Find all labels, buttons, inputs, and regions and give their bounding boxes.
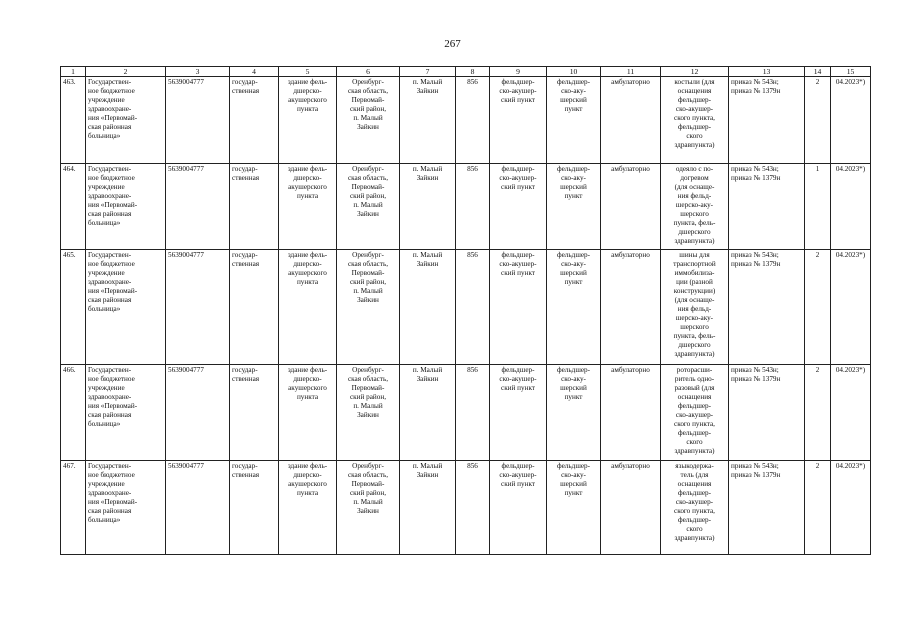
inn-cell: 5639004777 (166, 77, 230, 164)
page-number: 267 (444, 38, 461, 50)
inn-cell: 5639004777 (166, 164, 230, 250)
organization-cell: Государствен- ное бюджетное учреждение здравоохране- ния «Первомай- ская районная больница» (86, 461, 166, 555)
register-table (60, 66, 871, 555)
organization-cell: Государствен- ное бюджетное учреждение здравоохране- ния «Первомай- ская районная больница» (86, 77, 166, 164)
column-header: 2 (86, 67, 166, 77)
column-header: 8 (456, 67, 490, 77)
header-row (61, 67, 871, 77)
column-header: 13 (729, 67, 805, 77)
date-cell: 04.2023*) (831, 77, 871, 164)
order-cell: приказ № 543н; приказ № 1379н (729, 365, 805, 461)
quantity-cell: 2 (805, 365, 831, 461)
subunit-cell: фельдшер- ско-аку- шерский пункт (547, 164, 601, 250)
table-row (61, 461, 871, 555)
row-number: 464. (61, 164, 86, 250)
ownership-cell: государ- ственная (230, 77, 279, 164)
subunit-cell: фельдшер- ско-аку- шерский пункт (547, 461, 601, 555)
locality-cell: п. Малый Зайкин (400, 250, 456, 365)
order-cell: приказ № 543н; приказ № 1379н (729, 164, 805, 250)
equipment-cell: одеяло с по- догревом (для оснаще- ния фельд- шерско-аку- шерского пункта, фель- дшерского здравпункта) (661, 164, 729, 250)
care-type-cell: амбулаторно (601, 250, 661, 365)
column-header: 1 (61, 67, 86, 77)
quantity-cell: 1 (805, 164, 831, 250)
column-header: 3 (166, 67, 230, 77)
code-cell: 856 (456, 365, 490, 461)
code-cell: 856 (456, 461, 490, 555)
quantity-cell: 2 (805, 461, 831, 555)
equipment-cell: костыли (для оснащения фельдшер- ско-акушер- ского пункта, фельдшер- ского здравпункта) (661, 77, 729, 164)
column-header: 7 (400, 67, 456, 77)
ownership-cell: государ- ственная (230, 250, 279, 365)
date-cell: 04.2023*) (831, 250, 871, 365)
column-header: 5 (279, 67, 337, 77)
building-cell: здание фель- дшерско- акушерского пункта (279, 77, 337, 164)
address-cell: Оренбург- ская область, Первомай- ский район, п. Малый Зайкин (337, 250, 400, 365)
quantity-cell: 2 (805, 250, 831, 365)
column-header: 11 (601, 67, 661, 77)
column-header: 9 (490, 67, 547, 77)
column-header: 10 (547, 67, 601, 77)
unit-cell: фельдшер- ско-акушер- ский пункт (490, 461, 547, 555)
care-type-cell: амбулаторно (601, 77, 661, 164)
care-type-cell: амбулаторно (601, 164, 661, 250)
subunit-cell: фельдшер- ско-аку- шерский пункт (547, 365, 601, 461)
locality-cell: п. Малый Зайкин (400, 365, 456, 461)
inn-cell: 5639004777 (166, 461, 230, 555)
code-cell: 856 (456, 250, 490, 365)
table-row (61, 250, 871, 365)
building-cell: здание фель- дшерско- акушерского пункта (279, 164, 337, 250)
code-cell: 856 (456, 77, 490, 164)
subunit-cell: фельдшер- ско-аку- шерский пункт (547, 250, 601, 365)
table-row (61, 77, 871, 164)
ownership-cell: государ- ственная (230, 365, 279, 461)
table-row (61, 365, 871, 461)
organization-cell: Государствен- ное бюджетное учреждение здравоохране- ния «Первомай- ская районная больница» (86, 164, 166, 250)
date-cell: 04.2023*) (831, 365, 871, 461)
unit-cell: фельдшер- ско-акушер- ский пункт (490, 250, 547, 365)
inn-cell: 5639004777 (166, 250, 230, 365)
equipment-cell: шины для транспортной иммобилиза- ции (разной конструкции) (для оснаще- ния фельд- шерско-аку- шерского пункта, фель- дшерского здравпункта) (661, 250, 729, 365)
care-type-cell: амбулаторно (601, 461, 661, 555)
care-type-cell: амбулаторно (601, 365, 661, 461)
row-number: 466. (61, 365, 86, 461)
ownership-cell: государ- ственная (230, 164, 279, 250)
row-number: 465. (61, 250, 86, 365)
unit-cell: фельдшер- ско-акушер- ский пункт (490, 365, 547, 461)
table-row (61, 164, 871, 250)
building-cell: здание фель- дшерско- акушерского пункта (279, 365, 337, 461)
address-cell: Оренбург- ская область, Первомай- ский район, п. Малый Зайкин (337, 77, 400, 164)
date-cell: 04.2023*) (831, 164, 871, 250)
address-cell: Оренбург- ская область, Первомай- ский район, п. Малый Зайкин (337, 365, 400, 461)
row-number: 467. (61, 461, 86, 555)
subunit-cell: фельдшер- ско-аку- шерский пункт (547, 77, 601, 164)
address-cell: Оренбург- ская область, Первомай- ский район, п. Малый Зайкин (337, 461, 400, 555)
column-header: 6 (337, 67, 400, 77)
unit-cell: фельдшер- ско-акушер- ский пункт (490, 77, 547, 164)
building-cell: здание фель- дшерско- акушерского пункта (279, 250, 337, 365)
locality-cell: п. Малый Зайкин (400, 461, 456, 555)
organization-cell: Государствен- ное бюджетное учреждение здравоохране- ния «Первомай- ская районная больница» (86, 365, 166, 461)
quantity-cell: 2 (805, 77, 831, 164)
equipment-cell: роторасши- ритель одно- разовый (для оснащения фельдшер- ско-акушер- ского пункта, фельдшер- ского здравпункта) (661, 365, 729, 461)
organization-cell: Государствен- ное бюджетное учреждение здравоохране- ния «Первомай- ская районная больница» (86, 250, 166, 365)
inn-cell: 5639004777 (166, 365, 230, 461)
column-header: 4 (230, 67, 279, 77)
order-cell: приказ № 543н; приказ № 1379н (729, 250, 805, 365)
row-number: 463. (61, 77, 86, 164)
column-header: 12 (661, 67, 729, 77)
unit-cell: фельдшер- ско-акушер- ский пункт (490, 164, 547, 250)
order-cell: приказ № 543н; приказ № 1379н (729, 77, 805, 164)
column-header: 14 (805, 67, 831, 77)
locality-cell: п. Малый Зайкин (400, 77, 456, 164)
address-cell: Оренбург- ская область, Первомай- ский район, п. Малый Зайкин (337, 164, 400, 250)
locality-cell: п. Малый Зайкин (400, 164, 456, 250)
column-header: 15 (831, 67, 871, 77)
equipment-cell: языкодержа- тель (для оснащения фельдшер- ско-акушер- ского пункта, фельдшер- ского здравпункта) (661, 461, 729, 555)
order-cell: приказ № 543н; приказ № 1379н (729, 461, 805, 555)
ownership-cell: государ- ственная (230, 461, 279, 555)
date-cell: 04.2023*) (831, 461, 871, 555)
code-cell: 856 (456, 164, 490, 250)
building-cell: здание фель- дшерско- акушерского пункта (279, 461, 337, 555)
